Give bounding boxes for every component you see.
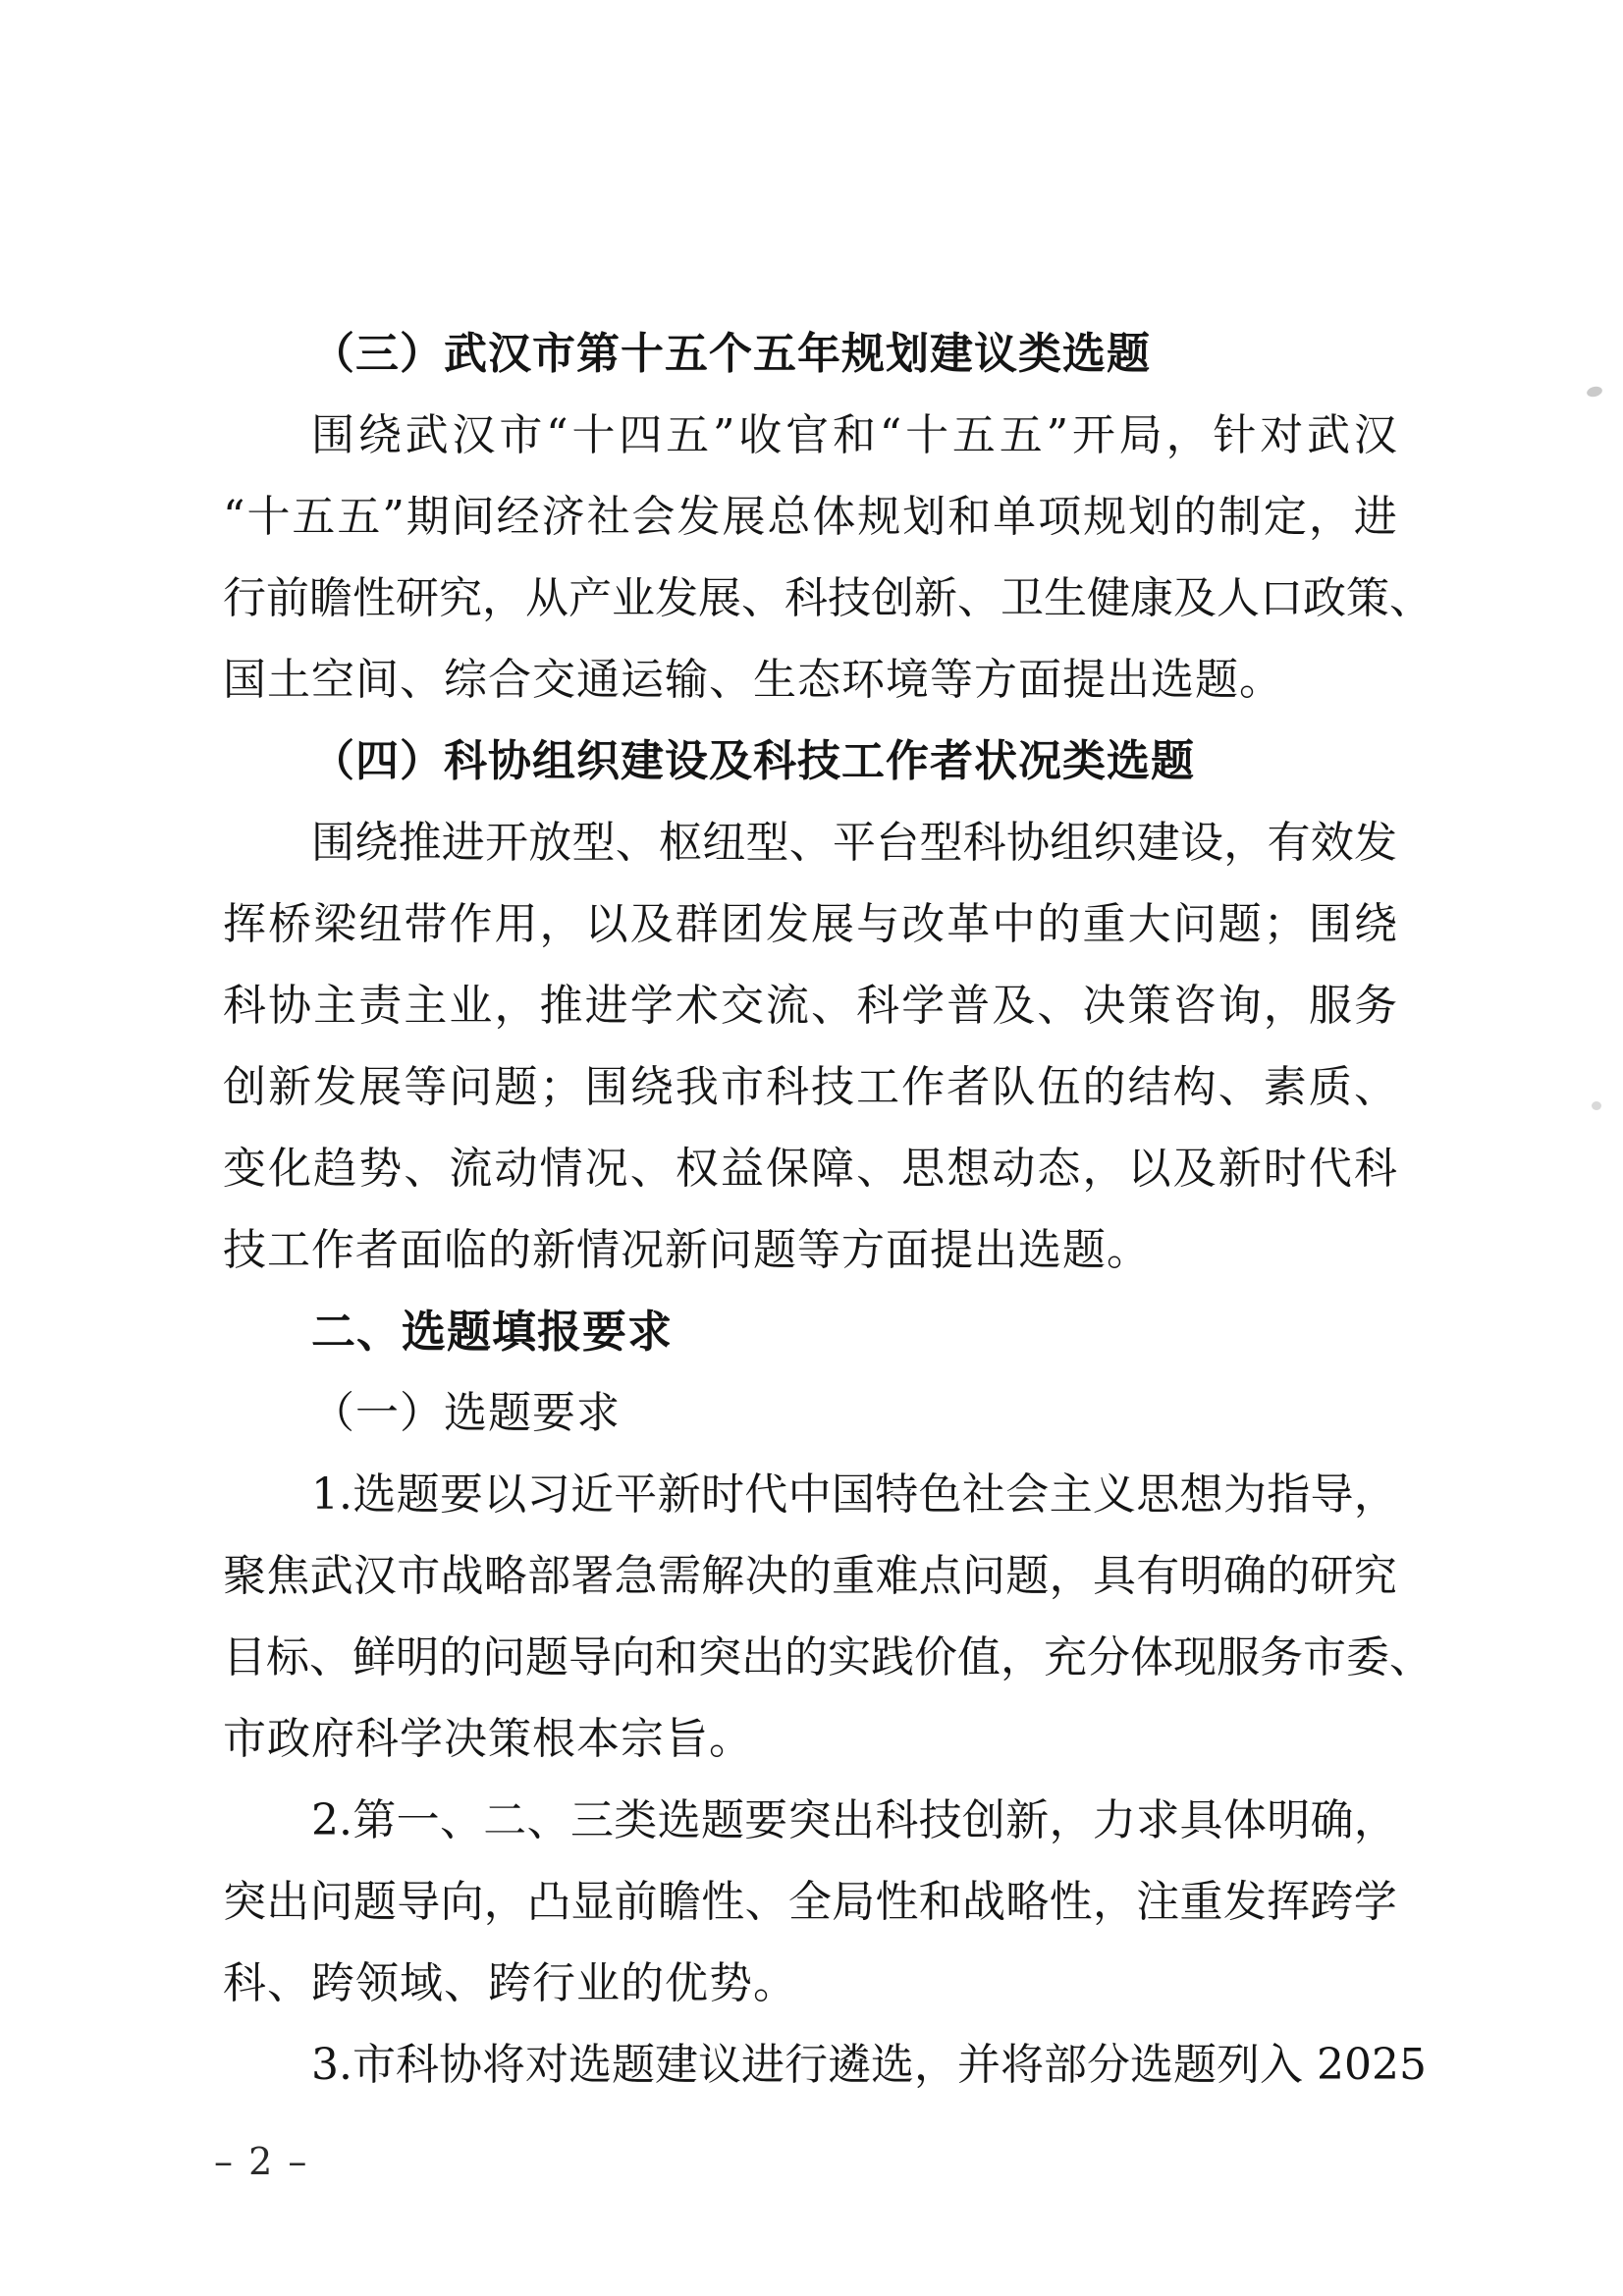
page-number: – 2 – xyxy=(214,2140,309,2183)
text-line: 挥 桥 梁 纽 带 作 用 ， 以 及 群 团 发 展 与 改 革 中 的 重 大 问 题 ； 围 绕 xyxy=(223,899,1397,949)
text-line: 变 化 趋 势 、 流 动 情 况 、 权 益 保 障 、 思 想 动 态 ， 以 及 新 时 代 科 xyxy=(223,1144,1397,1194)
scan-artifact xyxy=(1592,1101,1601,1110)
text-line: 行 前 瞻 性 研 究 ， 从 产 业 发 展 、 科 技 创 新 、 卫 生 健 康 及 人 口 政 策 、 xyxy=(223,573,1433,623)
text-line: 国土空间、综合交通运输、生态环境等方面提出选题。 xyxy=(223,655,1283,705)
text-line: 技工作者面临的新情况新问题等方面提出选题。 xyxy=(223,1225,1151,1275)
scan-artifact xyxy=(1586,385,1603,399)
text-line: 科、跨领域、跨行业的优势。 xyxy=(223,1958,797,2008)
text-line: 围 绕 武 汉 市 “ 十 四 五 ” 收 官 和 “ 十 五 五 ” 开 局 ， 针 对 武 汉 xyxy=(311,410,1397,460)
text-line: 目 标 、 鲜 明 的 问 题 导 向 和 突 出 的 实 践 价 值 ， 充 分 体 现 服 务 市 委 、 xyxy=(223,1632,1433,1682)
heading-sub-1: （一）选题要求 xyxy=(311,1388,621,1438)
text-line: 市政府科学决策根本宗旨。 xyxy=(223,1714,753,1764)
text-line: 2. 第 一 、 二 、 三 类 选 题 要 突 出 科 技 创 新 ， 力 求 具 体 明 确 ， xyxy=(311,1795,1397,1845)
document-lines xyxy=(223,313,1433,2106)
heading-item-3: （三）武汉市第十五个五年规划建议类选题 xyxy=(311,329,1151,379)
text-line: 1. 选 题 要 以 习 近 平 新 时 代 中 国 特 色 社 会 主 义 思 想 为 指 导 ， xyxy=(311,1469,1397,1520)
text-line: 围 绕 推 进 开 放 型 、 枢 纽 型 、 平 台 型 科 协 组 织 建 设 ， 有 效 发 xyxy=(311,818,1397,868)
text-line: 突 出 问 题 导 向 ， 凸 显 前 瞻 性 、 全 局 性 和 战 略 性 ， 注 重 发 挥 跨 学 xyxy=(223,1877,1397,1927)
text-line: 创 新 发 展 等 问 题 ； 围 绕 我 市 科 技 工 作 者 队 伍 的 结 构 、 素 质 、 xyxy=(223,1062,1397,1112)
text-line: “ 十 五 五 ” 期 间 经 济 社 会 发 展 总 体 规 划 和 单 项 规 划 的 制 定 ， 进 xyxy=(223,492,1397,542)
text-line: 聚 焦 武 汉 市 战 略 部 署 急 需 解 决 的 重 难 点 问 题 ， 具 有 明 确 的 研 究 xyxy=(223,1551,1397,1601)
heading-section-2: 二、选题填报要求 xyxy=(311,1306,674,1358)
text-line: 3. 市 科 协 将 对 选 题 建 议 进 行 遴 选 ， 并 将 部 分 选 题 列 入 2025 xyxy=(311,2040,1427,2090)
heading-item-4: （四）科协组织建设及科技工作者状况类选题 xyxy=(311,736,1195,786)
text-line: 科 协 主 责 主 业 ， 推 进 学 术 交 流 、 科 学 普 及 、 决 策 咨 询 ， 服 务 xyxy=(223,981,1397,1031)
